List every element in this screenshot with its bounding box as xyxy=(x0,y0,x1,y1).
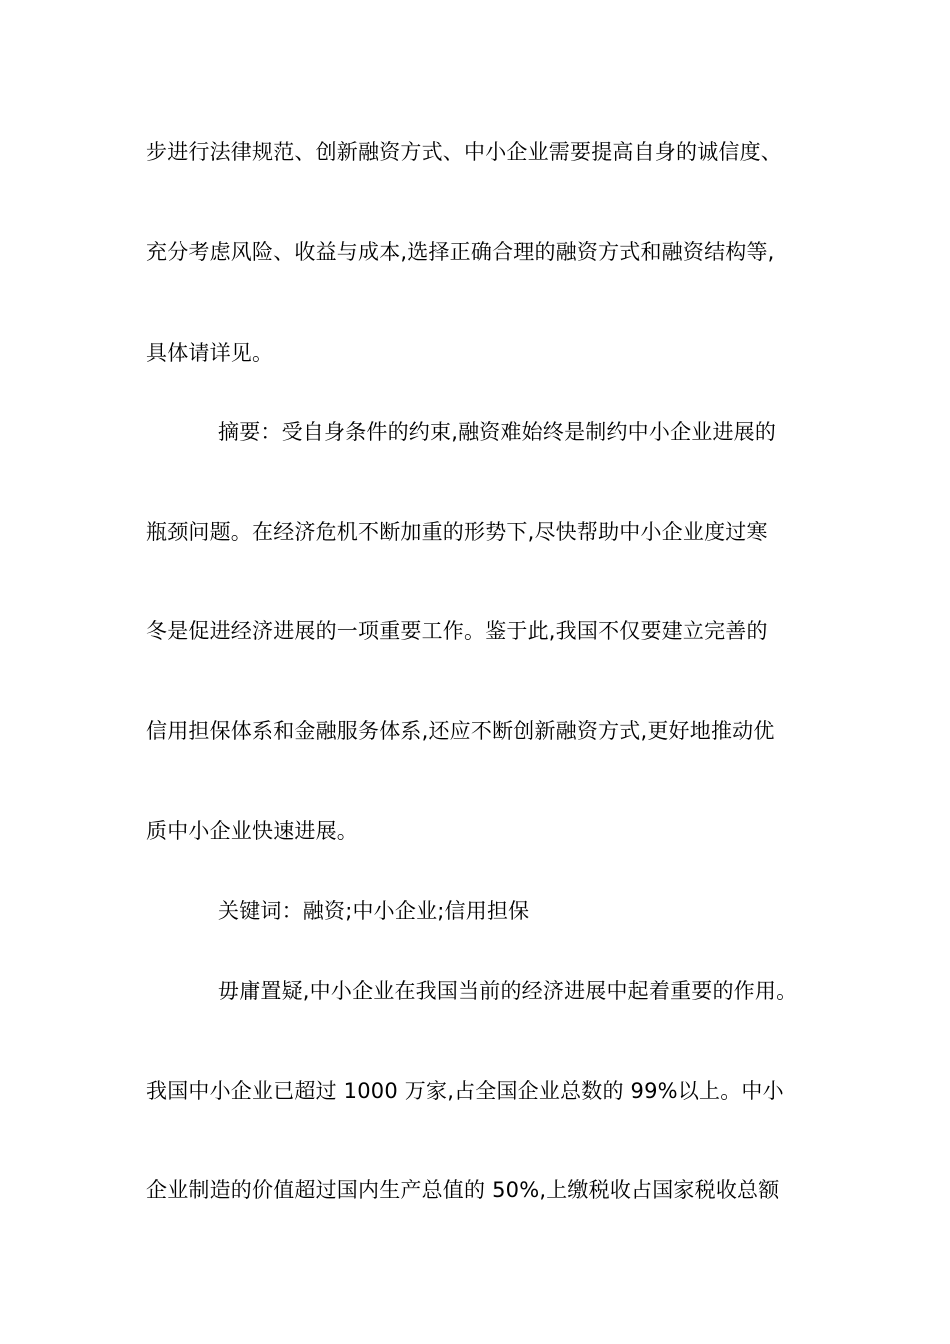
paragraph-line: 具体请详见。 xyxy=(146,341,274,365)
abstract-line: 冬是促进经济进展的一项重要工作。鉴于此,我国不仅要建立完善的 xyxy=(146,619,768,643)
body-line: 企业制造的价值超过国内生产总值的 50%,上缴税收占国家税收总额 xyxy=(146,1178,780,1202)
body-line: 我国中小企业已超过 1000 万家,占全国企业总数的 99%以上。中小 xyxy=(146,1079,784,1103)
abstract-line: 瓶颈问题。在经济危机不断加重的形势下,尽快帮助中小企业度过寒 xyxy=(146,520,768,544)
keywords-line: 关键词：融资;中小企业;信用担保 xyxy=(218,899,530,923)
abstract-line: 摘要：受自身条件的约束,融资难始终是制约中小企业进展的 xyxy=(218,420,777,444)
paragraph-line: 步进行法律规范、创新融资方式、中小企业需要提高自身的诚信度、 xyxy=(146,140,782,164)
body-line: 毋庸置疑,中小企业在我国当前的经济进展中起着重要的作用。 xyxy=(218,979,798,1003)
abstract-line: 信用担保体系和金融服务体系,还应不断创新融资方式,更好地推动优 xyxy=(146,719,775,743)
abstract-line: 质中小企业快速进展。 xyxy=(146,819,358,843)
paragraph-line: 充分考虑风险、收益与成本,选择正确合理的融资方式和融资结构等, xyxy=(146,240,775,264)
